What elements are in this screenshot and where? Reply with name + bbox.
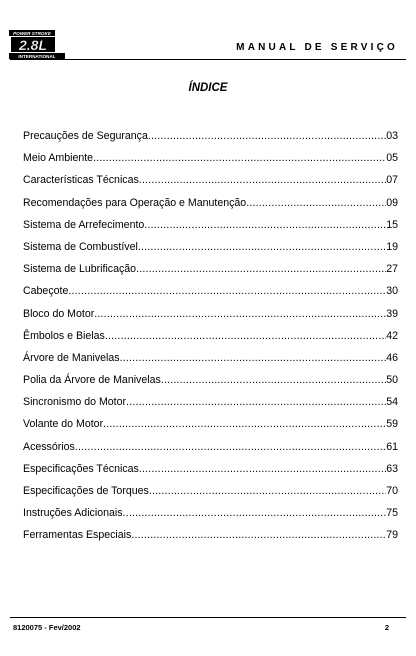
toc-entry-label: Polia da Árvore de Manivelas (23, 374, 161, 387)
toc-entry-label: Volante do Motor (23, 418, 104, 431)
toc-entry-label: Acessórios (23, 440, 75, 453)
toc-entry-label: Cabeçote (23, 285, 69, 298)
toc-entry-page: 15 (386, 218, 398, 231)
header-divider (10, 59, 406, 60)
toc-entry-page: 61 (386, 440, 398, 453)
toc-entry[interactable] (23, 197, 398, 219)
power-stroke-logo (9, 30, 65, 60)
toc-entry-page: 54 (386, 396, 398, 409)
toc-entry-label: Bloco do Motor (23, 307, 95, 320)
page-title: ÍNDICE (188, 82, 228, 94)
manual-title: MANUAL DE SERVIÇO (236, 42, 398, 53)
toc-entry-page: 46 (386, 351, 398, 364)
toc-dot-leader (139, 174, 386, 186)
toc-entry-label: Sistema de Combustível (23, 240, 138, 253)
toc-entry-page: 70 (386, 485, 398, 497)
toc-entry[interactable] (23, 263, 398, 285)
toc-entry[interactable] (23, 219, 398, 241)
toc-entry-label: Instruções Adicionais (23, 507, 123, 520)
toc-dot-leader (68, 285, 386, 297)
toc-dot-leader (246, 197, 386, 209)
toc-entry-page: 19 (386, 240, 398, 253)
toc-entry-page: 30 (386, 285, 398, 298)
toc-entry-page: 05 (386, 152, 398, 165)
toc-entry[interactable] (23, 463, 398, 485)
toc-entry-page: 39 (386, 307, 398, 320)
toc-entry-label: Sistema de Lubrificação (23, 263, 137, 276)
toc-entry[interactable] (23, 374, 398, 396)
toc-dot-leader (126, 396, 386, 408)
logo-line1: POWER STROKE (13, 30, 51, 36)
toc-dot-leader (105, 330, 386, 342)
table-of-contents (23, 130, 398, 552)
toc-dot-leader (148, 130, 386, 142)
toc-entry[interactable] (23, 485, 398, 507)
toc-dot-leader (138, 241, 386, 253)
toc-dot-leader (94, 308, 386, 320)
toc-entry-label: Sistema de Arrefecimento (23, 218, 145, 231)
toc-entry[interactable] (23, 441, 398, 463)
toc-dot-leader (120, 352, 387, 364)
toc-entry[interactable] (23, 352, 398, 374)
toc-entry-label: Precauções de Segurança (23, 130, 148, 142)
toc-entry[interactable] (23, 529, 398, 551)
toc-dot-leader (149, 485, 386, 497)
logo-graphic (9, 30, 65, 60)
toc-entry[interactable] (23, 396, 398, 418)
toc-entry-label: Ferramentas Especiais (23, 529, 132, 542)
toc-entry[interactable] (23, 174, 398, 196)
toc-entry-page: 27 (386, 263, 398, 276)
logo-line2: 2.8L (18, 37, 48, 53)
toc-entry-label: Árvore de Manivelas (23, 351, 120, 364)
toc-entry[interactable] (23, 418, 398, 440)
toc-entry-page: 79 (386, 529, 398, 542)
toc-entry-label: Especificações de Torques (23, 485, 149, 497)
toc-entry[interactable] (23, 130, 398, 152)
toc-dot-leader (131, 529, 386, 541)
toc-entry-label: Recomendações para Operação e Manutenção (23, 196, 247, 209)
footer-divider (10, 617, 406, 618)
toc-entry-label: Especificações Técnicas (23, 462, 139, 475)
toc-entry-page: 07 (386, 174, 398, 187)
toc-dot-leader (139, 463, 386, 475)
toc-entry-page: 59 (386, 418, 398, 431)
toc-dot-leader (161, 374, 386, 386)
toc-entry-page: 09 (386, 196, 398, 209)
toc-entry[interactable] (23, 507, 398, 529)
toc-entry[interactable] (23, 308, 398, 330)
toc-entry-label: Sincronismo do Motor (23, 396, 127, 409)
toc-entry-page: 63 (386, 462, 398, 475)
toc-dot-leader (136, 263, 386, 275)
toc-entry[interactable] (23, 285, 398, 307)
toc-dot-leader (144, 219, 386, 231)
toc-entry-label: Meio Ambiente (23, 152, 94, 165)
toc-entry-page: 03 (386, 130, 398, 142)
page-number: 2 (384, 623, 389, 632)
toc-entry-page: 50 (386, 374, 398, 387)
toc-dot-leader (103, 418, 386, 430)
toc-entry-label: Características Técnicas (23, 174, 139, 187)
toc-entry-label: Êmbolos e Bielas (23, 329, 105, 342)
document-code: 8120075 - Fev/2002 (13, 623, 81, 632)
toc-dot-leader (93, 152, 386, 164)
toc-entry[interactable] (23, 241, 398, 263)
toc-entry[interactable] (23, 152, 398, 174)
toc-entry-page: 42 (386, 329, 398, 342)
logo-line3: INTERNATIONAL (18, 53, 56, 59)
toc-dot-leader (123, 507, 387, 519)
toc-dot-leader (75, 441, 386, 453)
toc-entry[interactable] (23, 330, 398, 352)
toc-entry-page: 75 (386, 507, 398, 520)
